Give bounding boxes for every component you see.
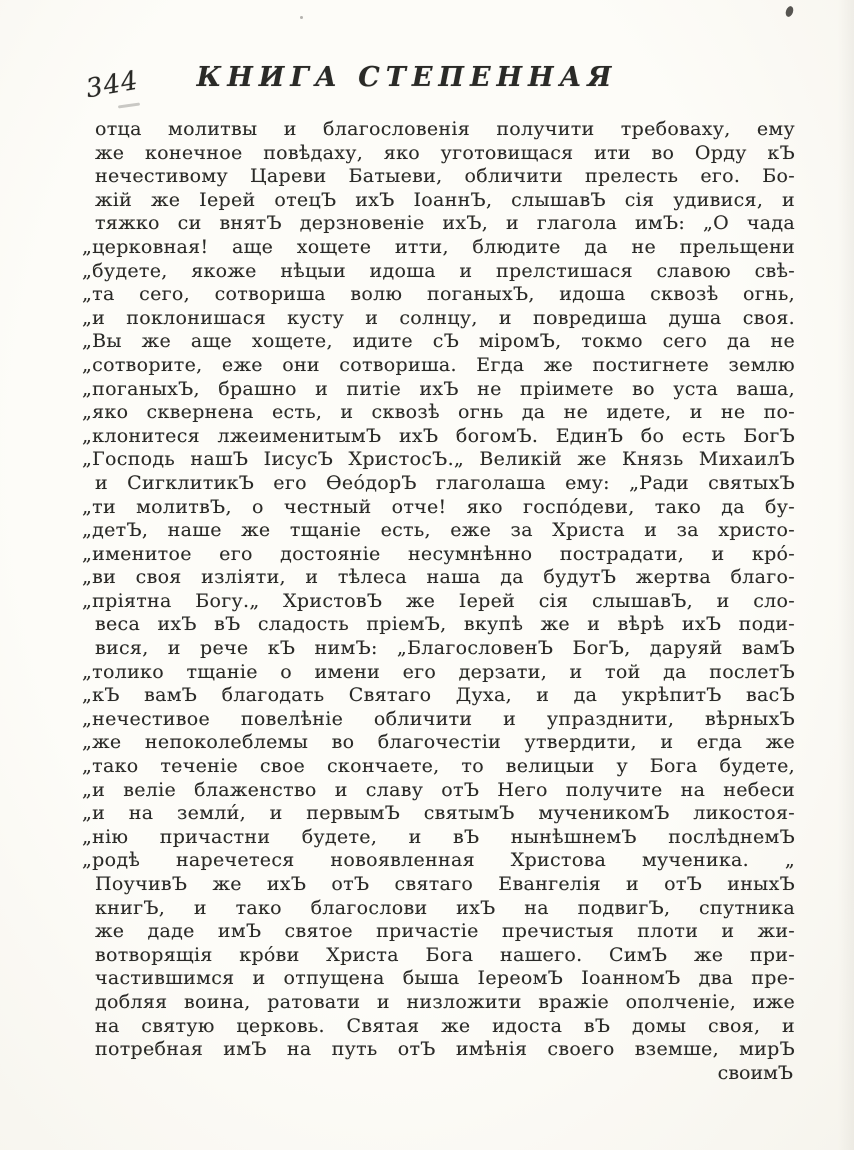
text-line: „сотворите, еже они сотвориша. Егда же постигнете землю — [82, 353, 795, 376]
text-line: „поганыхЪ, брашно и питіе ихЪ не пріимете во уста ваша, — [82, 377, 795, 400]
ink-spot — [784, 5, 794, 18]
text-line: „ти молитвЪ, о честный отче! яко госпо́деви, тако да бу- — [82, 495, 795, 518]
text-line: же даде имЪ святое причастіе пречистыя плоти и жи- — [95, 920, 795, 943]
text-line: потребная имЪ на путь отЪ имѣнія своего вземше, мирЪ — [95, 1038, 795, 1061]
text-line: добляя воина, ратовати и низложити вражіе ополченіе, иже — [95, 990, 795, 1013]
text-line: „именитое его достояніе несумнѣнно пострадати, и кро́- — [82, 542, 795, 565]
text-block — [82, 118, 795, 1085]
text-line: „кЪ вамЪ благодать Святаго Духа, и да укрѣпитЪ васЪ — [82, 684, 795, 707]
text-line: веса ихЪ вЪ сладость пріемЪ, вкупѣ же и вѣрѣ ихЪ поди- — [95, 613, 795, 636]
text-line: „церковная! аще хощете итти, блюдите да не прельщени — [82, 235, 795, 258]
text-line: „нечестивое повелѣніе обличити и упразднити, вѣрныхЪ — [82, 707, 795, 730]
text-line: „нію причастни будете, и вЪ нынѣшнемЪ послѣднемЪ — [82, 825, 795, 848]
text-line: „тако теченіе свое скончаете, то велицыи у Бога будете, — [82, 755, 795, 778]
text-line: „пріятна Богу.„ ХристовЪ же Іерей сія слышавЪ, и сло- — [82, 589, 795, 612]
text-line: „и веліе блаженство и славу отЪ Него получите на небеси — [82, 778, 795, 801]
text-line: и СигклитикЪ его Ѳео́дорЪ глаголаша ему: „Ради святыхЪ — [95, 471, 795, 494]
text-line: „толико тщаніе о имени его дерзати, и той да послетЪ — [82, 660, 795, 683]
catchword: своимЪ — [717, 1061, 793, 1084]
text-line: отца молитвы и благословенія получити требоваху, ему — [95, 118, 795, 140]
text-line: на святую церковь. Святая же идоста вЪ домы своя, и — [95, 1014, 795, 1037]
text-line: „будете, якоже нѣцыи идоша и прелстишася славою свѣ- — [82, 259, 795, 282]
scan-edge-shading — [838, 0, 854, 1150]
text-line: „Вы же аще хощете, идите сЪ міромЪ, токмо сего да не — [82, 330, 795, 353]
text-line: вотворящія кро́ви Христа Бога нашего. СимЪ же при- — [95, 943, 795, 966]
text-line: „и поклонишася кусту и солнцу, и повредиша душа своя. — [82, 306, 795, 329]
text-line: жій же Іерей отецЪ ихЪ ІоаннЪ, слышавЪ сія удивися, и — [95, 188, 795, 211]
ink-smudge — [118, 102, 140, 108]
text-line: книгЪ, и тако благослови ихЪ на подвигЪ, спутника — [95, 896, 795, 919]
text-line: „ви своя изліяти, и тѣлеса наша да будутЪ жертва благо- — [82, 566, 795, 589]
text-line: частившимся и отпущена быша ІереомЪ ІоанномЪ два пре- — [95, 967, 795, 990]
text-line: нечестивому Цареви Батыеви, обличити прелесть его. Бо- — [95, 165, 795, 188]
text-line: вися, и рече кЪ нимЪ: „БлагословенЪ БогЪ, даруяй вамЪ — [95, 637, 795, 660]
text-line: тяжко си внятЪ дерзновеніе ихЪ, и глагола имЪ: „О чада — [95, 212, 795, 235]
running-title: КНИГА СТЕПЕННАЯ — [196, 62, 618, 93]
text-line: „и на земли́, и первымЪ святымЪ мученикомЪ ликостоя- — [82, 802, 795, 825]
text-line: ПоучивЪ же ихЪ отЪ святаго Евангелія и отЪ иныхЪ — [95, 873, 795, 895]
text-line: „детЪ, наше же тщаніе есть, еже за Христа и за христо- — [82, 519, 795, 542]
text-line: „же непоколеблемы во благочестіи утвердити, и егда же — [82, 731, 795, 754]
text-line: „та сего, сотвориша волю поганыхЪ, идоша сквозѣ огнь, — [82, 283, 795, 306]
text-line: „яко сквернена есть, и сквозѣ огнь да не идете, и не по- — [82, 401, 795, 424]
text-line: же конечное повѣдаху, яко уготовищася ити во Орду кЪ — [95, 141, 795, 164]
catchword-row — [95, 1062, 795, 1086]
text-line: „родѣ наречетеся новоявленная Христова мученика. „ — [82, 849, 795, 872]
page-number: 344 — [83, 65, 141, 105]
text-line: „Господь нашЪ ІисусЪ ХристосЪ.„ Великій же Князь МихаилЪ — [82, 448, 795, 471]
ink-spot — [300, 16, 303, 19]
text-line: „клонитеся лжеименитымЪ ихЪ богомЪ. ЕдинЪ бо есть БогЪ — [82, 424, 795, 447]
